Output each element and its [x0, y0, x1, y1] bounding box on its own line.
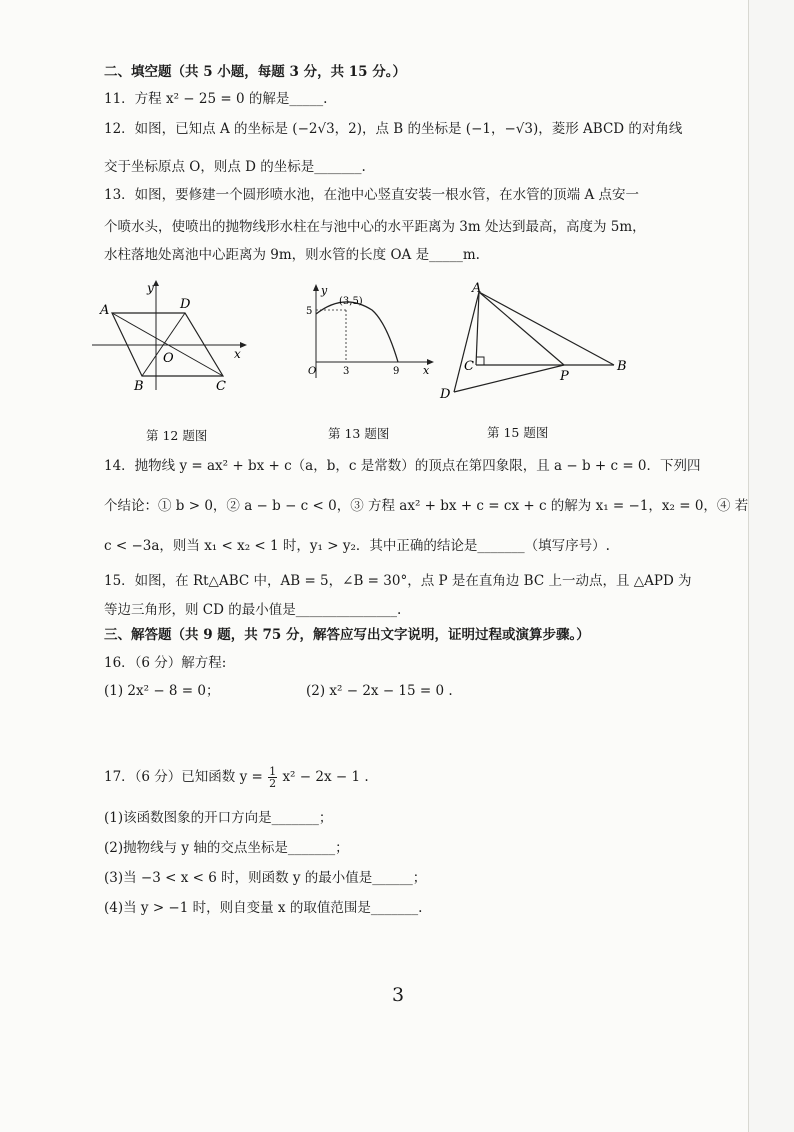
- question-13-line-3: 水柱落地处离池中心距离为 9m，则水管的长度 OA 是_____m.: [104, 247, 480, 263]
- fig13-label-x: x: [423, 364, 430, 377]
- question-11: 11．方程 x² − 25 = 0 的解是_____.: [104, 91, 328, 107]
- fig12-label-y: y: [147, 281, 154, 295]
- fig12-label-d: D: [180, 297, 191, 312]
- question-16-part-2: (2) x² − 2x − 15 = 0 .: [306, 683, 453, 699]
- question-14-line-2: 个结论：① b > 0，② a − b − c < 0，③ 方程 ax² + bx + c = cx + c 的解为 x₁ = −1，x₂ = 0，④ 若: [104, 498, 749, 514]
- question-17: [104, 766, 369, 789]
- figure-15-caption: 第 15 题图: [487, 425, 549, 440]
- fig15-label-b: B: [617, 359, 627, 374]
- question-12-line-2: 交于坐标原点 O，则点 D 的坐标是_______.: [104, 159, 366, 175]
- question-14-line-3: c < −3a，则当 x₁ < x₂ < 1 时，y₁ > y₂．其中正确的结论是_______（填写序号）.: [104, 538, 610, 554]
- fig12-label-o: O: [163, 351, 174, 366]
- question-16-part-1: (1) 2x² − 8 = 0；: [104, 683, 220, 699]
- question-16: 16．（6 分）解方程:: [104, 655, 227, 671]
- figure-15-triangle: [434, 280, 634, 405]
- fig15-label-p: P: [560, 369, 569, 384]
- question-15-line-1: 15．如图，在 Rt△ABC 中，AB = 5，∠B = 30°，点 P 是在直角边 BC 上一动点，且 △APD 为: [104, 573, 692, 589]
- q17-fraction: [268, 766, 277, 789]
- q17-fraction-denominator: 2: [269, 777, 277, 790]
- question-17-part-2: (2)抛物线与 y 轴的交点坐标是_______；: [104, 840, 349, 856]
- question-17-part-3: (3)当 −3 < x < 6 时，则函数 y 的最小值是______；: [104, 870, 427, 886]
- q17-suffix: x² − 2x − 1 .: [282, 769, 369, 785]
- question-17-part-4: (4)当 y > −1 时，则自变量 x 的取值范围是_______.: [104, 900, 423, 916]
- fig15-label-d: D: [440, 387, 451, 402]
- section-heading-fill-in: 二、填空题（共 5 小题，每题 3 分，共 15 分。）: [104, 64, 407, 80]
- fig12-label-c: C: [216, 379, 226, 394]
- fig13-label-five: 5: [306, 306, 313, 317]
- fig13-label-y: y: [321, 284, 328, 297]
- q17-prefix: 17．（6 分）已知函数 y =: [104, 769, 263, 785]
- question-15-line-2: 等边三角形，则 CD 的最小值是_______________.: [104, 602, 402, 618]
- question-17-part-1: (1)该函数图象的开口方向是_______；: [104, 810, 333, 826]
- question-14-line-1: 14．抛物线 y = ax² + bx + c（a，b，c 是常数）的顶点在第四象限，且 a − b + c = 0．下列四: [104, 458, 701, 474]
- fig15-label-c: C: [464, 359, 474, 374]
- question-13-line-1: 13．如图，要修建一个圆形喷水池，在池中心竖直安装一根水管，在水管的顶端 A 点安一: [104, 187, 640, 203]
- fig12-label-a: A: [100, 303, 110, 318]
- fig13-label-three: 3: [343, 366, 350, 377]
- fig13-label-o: O: [308, 366, 317, 377]
- fig13-label-nine: 9: [393, 366, 400, 377]
- question-13-line-2: 个喷水头，使喷出的抛物线形水柱在与池中心的水平距离为 3m 处达到最高，高度为 5m，: [104, 219, 646, 235]
- figure-13-caption: 第 13 题图: [328, 426, 390, 441]
- fig12-label-x: x: [234, 347, 241, 361]
- page-edge: [748, 0, 749, 1132]
- figure-12-rhombus: [92, 280, 252, 395]
- q17-fraction-numerator: 1: [269, 765, 277, 778]
- figure-12-caption: 第 12 题图: [146, 428, 208, 443]
- fig15-label-a: A: [472, 281, 482, 296]
- fig12-label-b: B: [134, 379, 144, 394]
- fig13-vertex-label: (3,5): [339, 296, 363, 307]
- figure-13-parabola: [302, 282, 437, 382]
- question-12-line-1: 12．如图，已知点 A 的坐标是 (−2√3，2)，点 B 的坐标是 (−1，−√3)，菱形 ABCD 的对角线: [104, 121, 683, 137]
- section-heading-answer: 三、解答题（共 9 题，共 75 分，解答应写出文字说明，证明过程或演算步骤。）: [104, 627, 590, 643]
- page-number: 3: [392, 984, 405, 1006]
